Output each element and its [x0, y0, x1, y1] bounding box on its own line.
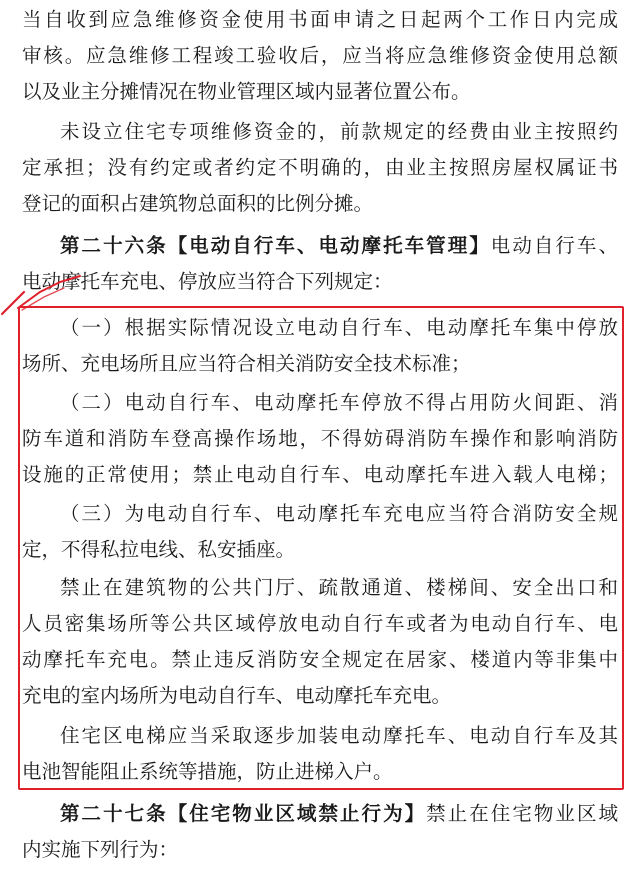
text-line: 定，不得私拉电线、私安插座。: [22, 538, 296, 561]
article-26-heading-line: [60, 228, 618, 264]
text-line: 定承担；没有约定或者约定不明确的，由业主按照房屋权属证书: [22, 156, 618, 179]
article-27-intro: 禁止在住宅物业区域: [426, 802, 618, 825]
text-line: 住宅区电梯应当采取逐步加装电动摩托车、电动自行车及其: [60, 724, 618, 747]
text-line: 设施的正常使用；禁止电动自行车、电动摩托车进入载人电梯；: [22, 463, 618, 486]
text-line: 充电的室内场所为电动自行车、电动摩托车充电。: [22, 684, 452, 707]
text-line: （三）为电动自行车、电动摩托车充电应当符合消防安全规: [60, 502, 618, 525]
text-line: 动摩托车充电。禁止违反消防安全规定在居家、楼道内等非集中: [22, 648, 618, 671]
text-line: 登记的面积占建筑物总面积的比例分摊。: [22, 192, 374, 215]
text-line: 人员密集场所等公共区域停放电动自行车或者为电动自行车、电: [22, 612, 618, 635]
text-line: 电池智能阻止系统等措施，防止进梯入户。: [22, 760, 393, 783]
text-line: 电动摩托车充电、停放应当符合下列规定：: [22, 270, 393, 293]
text-line: 当自收到应急维修资金使用书面申请之日起两个工作日内完成: [22, 8, 618, 31]
article-27-heading-line: [60, 796, 618, 832]
text-line: 场所、充电场所且应当符合相关消防安全技术标准；: [22, 352, 471, 375]
article-26-title: 第二十六条【电动自行车、电动摩托车管理】: [60, 234, 491, 257]
text-line: 内实施下列行为：: [22, 838, 179, 861]
text-line: 禁止在建筑物的公共门厅、疏散通道、楼梯间、安全出口和: [60, 576, 618, 599]
text-line: 防车道和消防车登高操作场地，不得妨碍消防车操作和影响消防: [22, 427, 618, 450]
red-pen-mark-icon: [0, 270, 90, 330]
article-27-title: 第二十七条【住宅物业区域禁止行为】: [60, 802, 427, 825]
red-highlight-box: [18, 306, 624, 790]
text-line: 审核。应急维修工程竣工验收后，应当将应急维修资金使用总额: [22, 44, 618, 67]
article-26-intro: 电动自行车、: [490, 234, 618, 257]
text-line: 以及业主分摊情况在物业管理区域内显著位置公布。: [22, 80, 471, 103]
text-line: （二）电动自行车、电动摩托车停放不得占用防火间距、消: [60, 391, 618, 414]
text-line: （一）根据实际情况设立电动自行车、电动摩托车集中停放: [60, 316, 618, 339]
text-line: 未设立住宅专项维修资金的，前款规定的经费由业主按照约: [60, 120, 618, 143]
